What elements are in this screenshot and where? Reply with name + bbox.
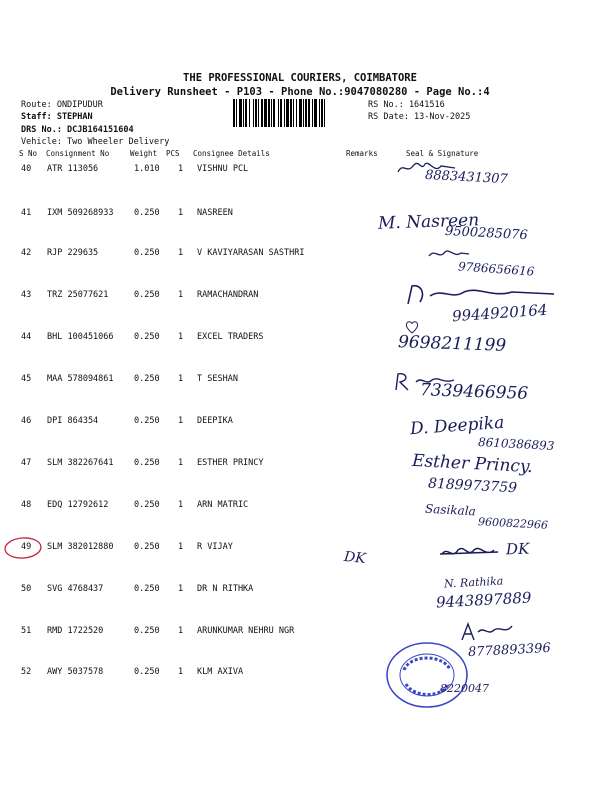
row-weight: 0.250 (134, 290, 160, 300)
row-consignment: RJP 229635 (47, 248, 99, 258)
row-sno: 50 (21, 584, 32, 594)
row-pcs: 1 (178, 626, 184, 636)
row-weight: 0.250 (134, 208, 160, 218)
company-name: THE PROFESSIONAL COURIERS, COIMBATORE (183, 72, 417, 84)
row-weight: 0.250 (134, 584, 160, 594)
row-consignment: TRZ 25077621 (47, 290, 109, 300)
table-row (0, 164, 600, 206)
row-pcs: 1 (178, 667, 184, 677)
row-consignment: ATR 113056 (47, 164, 99, 174)
handwritten-phone-45: 7339466956 (419, 380, 529, 404)
row-consignee: KLM AXIVA (197, 667, 244, 677)
row-sno: 48 (21, 500, 32, 510)
row-consignment: SVG 4768437 (47, 584, 104, 594)
row-pcs: 1 (178, 248, 184, 258)
row-consignee: ESTHER PRINCY (197, 458, 264, 468)
row-weight: 0.250 (134, 458, 160, 468)
row-pcs: 1 (178, 542, 184, 552)
row-sno: 46 (21, 416, 32, 426)
row-sno: 51 (21, 626, 32, 636)
row-sno: 52 (21, 667, 32, 677)
row-pcs: 1 (178, 208, 184, 218)
row-consignee: V KAVIYARASAN SASTHRI (197, 248, 305, 258)
table-row (0, 667, 600, 709)
scribble-49-icon (438, 542, 502, 562)
col-details-header: Consignee Details (193, 149, 270, 158)
row-consignee: DR N RITHKA (197, 584, 254, 594)
handwritten-phone-48: 9600822966 (477, 515, 549, 532)
table-row (0, 332, 600, 374)
row-pcs: 1 (178, 290, 184, 300)
route-text: Route: ONDIPUDUR (21, 100, 103, 110)
row-consignment: AWY 5037578 (47, 667, 104, 677)
row-consignee: VISHNU PCL (197, 164, 249, 174)
sheet-title: Delivery Runsheet - P103 - Phone No.:9047080280 - Page No.:4 (110, 86, 490, 98)
row-consignee: DEEPIKA (197, 416, 233, 426)
row-sno: 41 (21, 208, 32, 218)
row-pcs: 1 (178, 374, 184, 384)
row-consignee: ARN MATRIC (197, 500, 249, 510)
row-weight: 1.010 (134, 164, 160, 174)
col-seal-header: Seal & Signature (406, 149, 479, 158)
handwritten-name-46: D. Deepika (409, 412, 505, 440)
handwritten-name-41: M. Nasreen (377, 210, 480, 234)
handwritten-phone-40: 8883431307 (424, 167, 509, 188)
row-pcs: 1 (178, 332, 184, 342)
handwritten-phone-41: 9500285076 (444, 223, 529, 244)
row-consignee: NASREEN (197, 208, 233, 218)
row-pcs: 1 (178, 458, 184, 468)
row-weight: 0.250 (134, 248, 160, 258)
row-sno: 44 (21, 332, 32, 342)
row-pcs: 1 (178, 416, 184, 426)
handwritten-name-47: Esther Princy. (411, 450, 534, 478)
row-consignee: ARUNKUMAR NEHRU NGR (197, 626, 295, 636)
company-stamp-icon (384, 640, 470, 710)
row-consignee: EXCEL TRADERS (197, 332, 264, 342)
row-consignment: EDQ 12792612 (47, 500, 109, 510)
row-consignee: T SESHAN (197, 374, 238, 384)
barcode-icon (233, 99, 363, 127)
col-remarks-header: Remarks (346, 149, 378, 158)
row-sno: 42 (21, 248, 32, 258)
handwritten-phone-44: 9698211199 (397, 332, 507, 356)
row-pcs: 1 (178, 584, 184, 594)
row-sno: 43 (21, 290, 32, 300)
row-consignment: BHL 100451066 (47, 332, 114, 342)
col-consignment-header: Consignment No (46, 149, 110, 158)
handwritten-sig-49: DK (505, 539, 530, 559)
row-consignment: SLM 382267641 (47, 458, 114, 468)
row-weight: 0.250 (134, 667, 160, 677)
row-sno: 49 (21, 542, 32, 552)
rs-number: RS No.: 1641516 (368, 100, 445, 110)
row-weight: 0.250 (134, 500, 160, 510)
row-consignment: RMD 1722520 (47, 626, 104, 636)
row-consignment: DPI 864354 (47, 416, 99, 426)
row-weight: 0.250 (134, 416, 160, 426)
handwritten-phone-42: 9786656616 (457, 259, 535, 279)
handwritten-name-48: Sasikala (424, 501, 477, 519)
handwritten-phone-46: 8610386893 (477, 435, 555, 453)
handwritten-remark-49: DK (343, 548, 367, 568)
row-sno: 40 (21, 164, 32, 174)
handwritten-phone-51: 8778893396 (467, 640, 552, 661)
marker-circle-icon (2, 535, 44, 561)
row-pcs: 1 (178, 500, 184, 510)
row-consignment: SLM 382012880 (47, 542, 114, 552)
handwritten-phone-47: 8189973759 (427, 475, 518, 497)
row-weight: 0.250 (134, 626, 160, 636)
handwritten-phone-50: 9443897889 (435, 588, 532, 612)
row-pcs: 1 (178, 164, 184, 174)
staff-text: Staff: STEPHAN (21, 112, 93, 122)
row-consignment: MAA 578094861 (47, 374, 114, 384)
stamp-phone: 8220047 (440, 682, 489, 695)
handwritten-name-50: N. Rathika (443, 574, 504, 591)
row-sno: 45 (21, 374, 32, 384)
row-consignment: IXM 509268933 (47, 208, 114, 218)
row-consignee: R VIJAY (197, 542, 233, 552)
row-sno: 47 (21, 458, 32, 468)
col-pcs-header: PCS (166, 149, 180, 158)
row-weight: 0.250 (134, 374, 160, 384)
col-weight-header: Weight (130, 149, 158, 158)
row-weight: 0.250 (134, 542, 160, 552)
vehicle-text: Vehicle: Two Wheeler Delivery (21, 137, 170, 147)
row-weight: 0.250 (134, 332, 160, 342)
handwritten-phone-43: 9944920164 (451, 300, 548, 326)
row-consignee: RAMACHANDRAN (197, 290, 259, 300)
col-sno-header: S No (19, 149, 38, 158)
rs-date: RS Date: 13-Nov-2025 (368, 112, 471, 122)
drs-number: DRS No.: DCJB164151604 (21, 125, 134, 135)
